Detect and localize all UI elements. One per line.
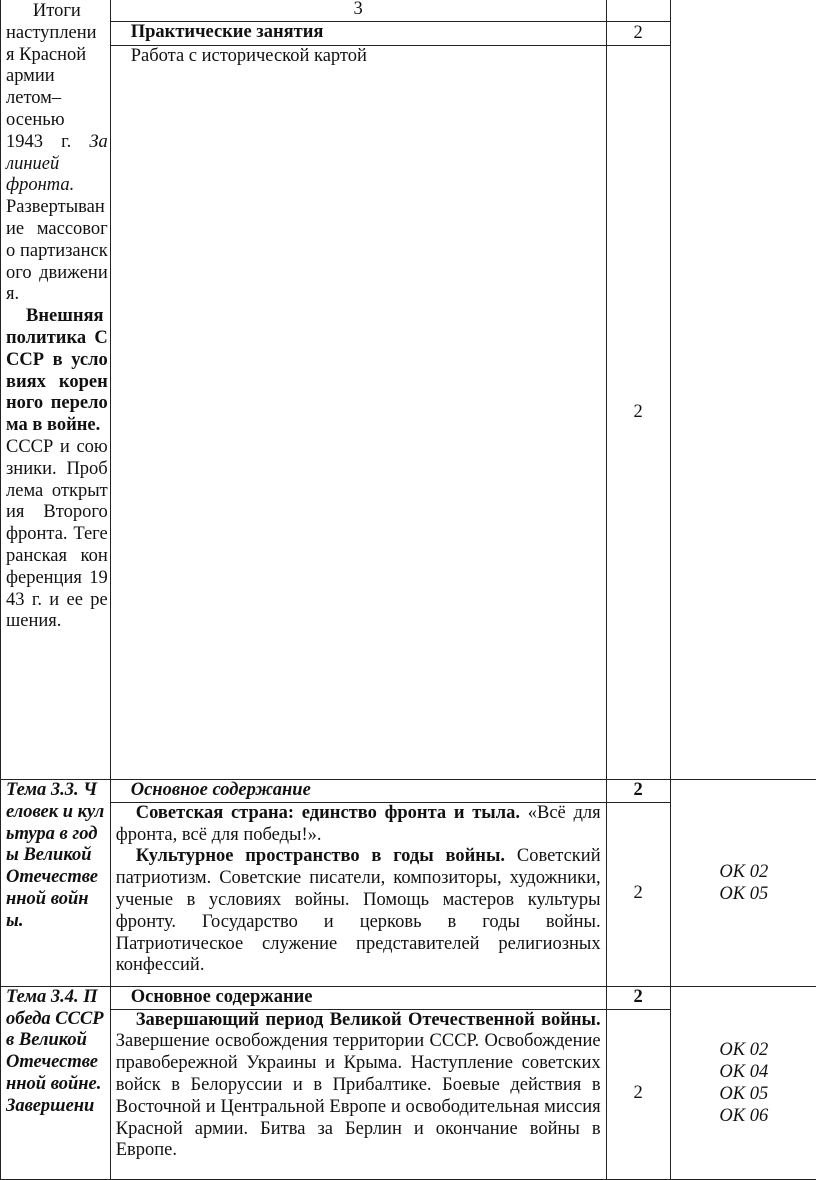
ok-code: ОК 05 (719, 883, 769, 904)
empty-cell (606, 0, 670, 22)
paragraph (116, 846, 601, 977)
topic-after: Развертывание массового партизанского движения. (6, 197, 108, 305)
practice-hours: 2 (606, 22, 670, 46)
hours-3-3: 2 (606, 802, 670, 986)
number-cell: 3 (110, 0, 606, 22)
paragraph (116, 803, 601, 847)
para-heading: Советская страна: единство фронта и тыла. (135, 802, 521, 823)
topic-line: 1943 г. (6, 131, 72, 152)
ok-code: ОК 02 (719, 1039, 769, 1060)
content-label-3-4: Основное содержание (110, 986, 606, 1009)
para-text: Завершение освобождения территории СССР. Освобождение правобережной Украины и Крыма. Наступление советских войск в Белоруссии и в Прибалтике. Боевые действия в Восточной и Центральной Европе и освободительная миссия Красной армии. Битва за Берлин и окончание войны в Европе. (115, 1031, 601, 1161)
para-text: Советский патриотизм. Советские писатели, композиторы, художники, ученые в условиях войны. Помощь мастеров культуры фронту. Государство и церковь в годы войны. Патриотическое служение представителей религиозных конфессий. (115, 846, 601, 976)
topic-bold: Внешняя политика СССР в условиях коренного перелома в войне. (6, 306, 108, 436)
ok-code: ОК 02 (719, 861, 769, 882)
para-text: «Всё для фронта, всё для победы!». (115, 802, 601, 845)
content-hours-3-3: 2 (606, 780, 670, 803)
topic-tail: СССР и союзники. Проблема открытия Второго фронта. Тегеранская конференция 1943 г. и ее решения. (6, 436, 108, 632)
topic-line: осенью (6, 109, 65, 130)
hours-3-4: 2 (606, 1009, 670, 1179)
topic-3-3: Тема 3.3. Человек и культура в годы Великой Отечественной войны. (1, 780, 111, 987)
topic-italic: За линией фронта. (6, 131, 108, 196)
ok-cell-prev (670, 0, 816, 780)
topic-line: летом– (6, 88, 62, 109)
ok-cell-3-4 (670, 986, 816, 1179)
topic-line: армии (6, 66, 55, 87)
para-heading: Культурное пространство в годы войны. (135, 846, 506, 867)
practice-label: Практические занятия (110, 22, 606, 46)
topic-3-4: Тема 3.4. Победа СССР в Великой Отечественной войне. Завершени (1, 986, 111, 1179)
topic-line: наступлени (6, 22, 97, 43)
para-heading: Завершающий период Великой Отечественной войны. (135, 1009, 601, 1030)
topic-line: Итоги (32, 1, 81, 21)
paragraph (116, 1010, 601, 1163)
ok-cell-3-3 (670, 780, 816, 987)
topic-cell-prev (1, 0, 111, 780)
content-hours-3-4: 2 (606, 986, 670, 1009)
topic-line: я Красной (6, 44, 87, 65)
ok-code: ОК 05 (719, 1083, 769, 1104)
content-3-3 (110, 802, 606, 986)
ok-code: ОК 06 (719, 1105, 769, 1126)
content-3-4 (110, 1009, 606, 1179)
topic-prev-text (6, 1, 108, 633)
practice-text: Работа с исторической картой (110, 46, 606, 780)
ok-code: ОК 04 (719, 1061, 769, 1082)
content-label-3-3: Основное содержание (110, 780, 606, 803)
practice-text-hours: 2 (606, 46, 670, 780)
